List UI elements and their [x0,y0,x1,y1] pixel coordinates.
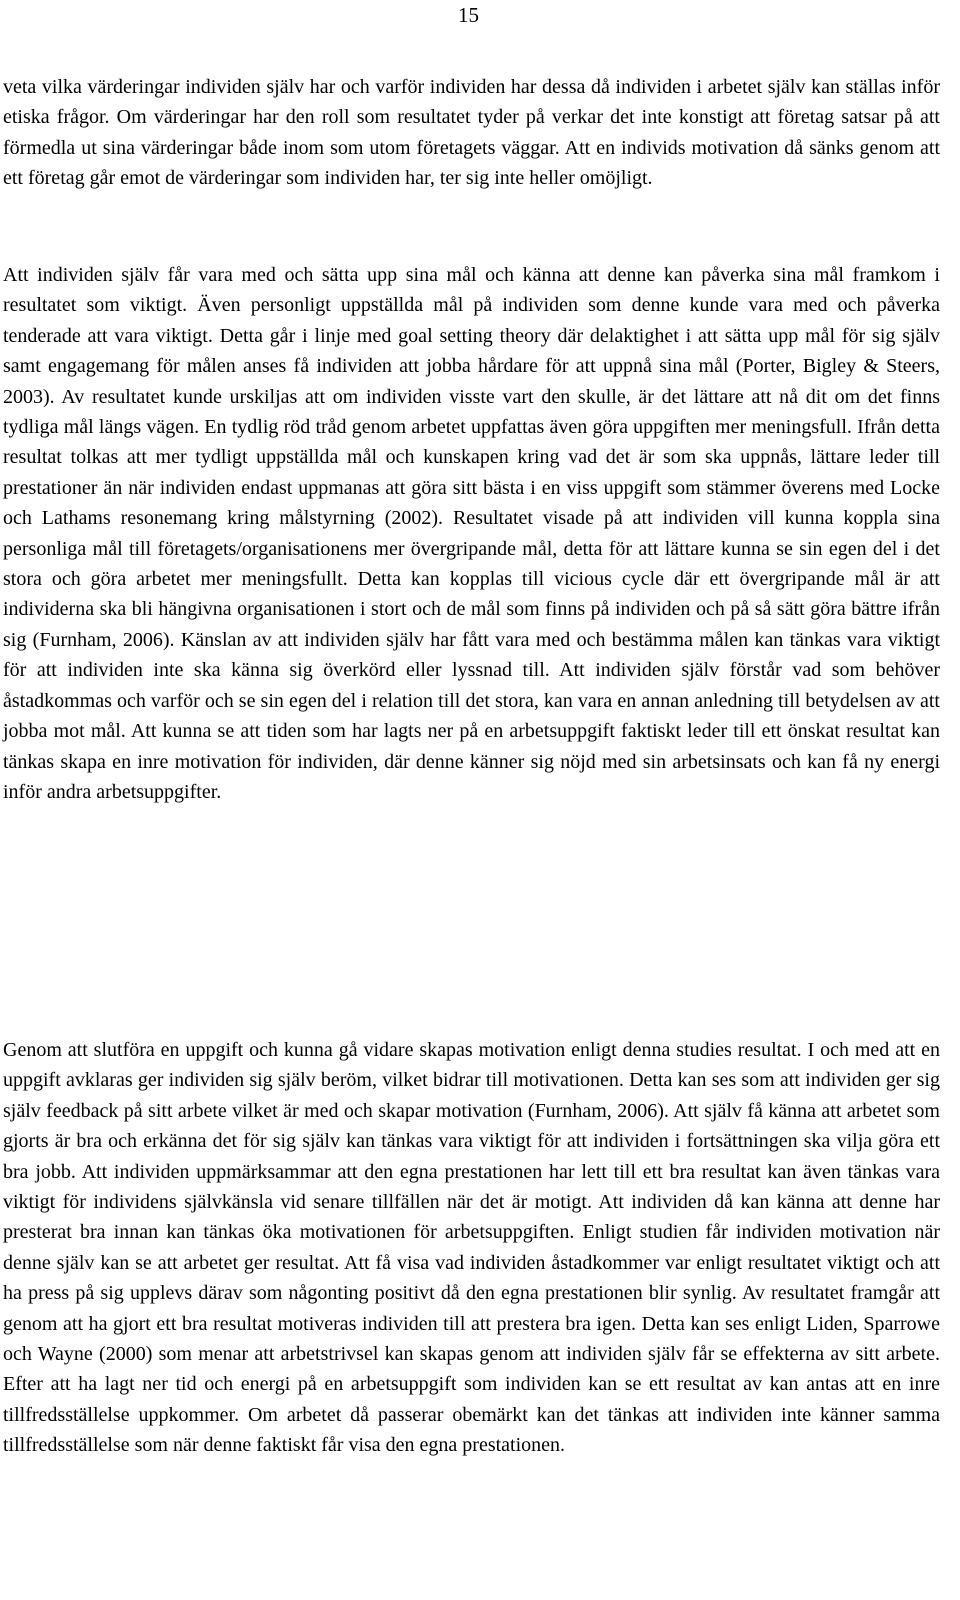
body-paragraph-3: Genom att slutföra en uppgift och kunna gå vidare skapas motivation enligt denna studies resultat. I och med att en uppgift avklaras ger individen sig själv beröm, vilket bidrar till motivationen. Detta kan ses som att individen ger sig själv feedback på sitt arbete vilket är med och skapar motivation (Furnham, 2006). Att själv få känna att arbetet som gjorts är bra och erkänna det för sig själv kan tänkas vara viktigt för att individen i fortsättningen ska vilja göra ett bra jobb. Att individen uppmärksammar att den egna prestationen har lett till ett bra resultat kan även tänkas vara viktigt för individens självkänsla vid senare tillfällen när det är motigt. Att individen då kan känna att denne har presterat bra innan kan tänkas öka motivationen för arbetsuppgiften. Enligt studien får individen motivation när denne själv kan se att arbetet ger resultat. Att få visa vad individen åstadkommer var enligt resultatet viktigt och att ha press på sig upplevs därav som någonting positivt då den egna prestationen blir synlig. Av resultatet framgår att genom att ha gjort ett bra resultat motiveras individen till att prestera bra igen. Detta kan ses enligt Liden, Sparrowe och Wayne (2000) som menar att arbetstrivsel kan skapas genom att individen själv får se effekterna av sitt arbete. Efter att ha lagt ner tid och energi på en arbetsuppgift som individen kan se ett resultat av kan antas att en inre tillfredsställelse uppkommer. Om arbetet då passerar obemärkt kan det tänkas att individen inte känner samma tillfredsställelse som när denne faktiskt får visa den egna prestationen. [3,1039,940,1457]
body-paragraph-2: Att individen själv får vara med och sätta upp sina mål och känna att denne kan påverka sina mål framkom i resultatet som viktigt. Även personligt uppställda mål på individen som denne kunde vara med och påverka tenderade att vara viktigt. Detta går i linje med goal setting theory där delaktighet i att sätta upp mål för sig själv samt engagemang för målen anses få individen att jobba hårdare för att uppnå sina mål (Porter, Bigley & Steers, 2003). Av resultatet kunde urskiljas att om individen visste vart den skulle, är det lättare att nå dit om det finns tydliga mål längs vägen. En tydlig röd tråd genom arbetet uppfattas även göra uppgiften mer meningsfull. Ifrån detta resultat tolkas att mer tydligt uppställda mål och kunskapen kring vad det är som ska uppnås, lättare leder till prestationer än när individen endast uppmanas att göra sitt bästa i en viss uppgift som stämmer överens med Locke och Lathams resonemang kring målstyrning (2002). Resultatet visade på att individen vill kunna koppla sina personliga mål till företagets/organisationens mer övergripande mål, detta för att lättare kunna se sin egen del i det stora och göra arbetet mer meningsfullt. Detta kan kopplas till vicious cycle där ett övergripande mål är att individerna ska bli hängivna organisationen i stort och de mål som finns på individen och på så sätt göra bättre ifrån sig (Furnham, 2006). Känslan av att individen själv har fått vara med och bestämma målen kan tänkas vara viktigt för att individen inte ska känna sig överkörd eller lyssnad till. Att individen själv förstår vad som behöver åstadkommas och varför och se sin egen del i relation till det stora, kan vara en annan anledning till betydelsen av att jobba mot mål. Att kunna se att tiden som har lagts ner på en arbetsuppgift faktiskt leder till ett önskat resultat kan tänkas skapa en inre motivation för individen, där denne känner sig nöjd med sin arbetsinsats och kan få ny energi inför andra arbetsuppgifter. [3,264,940,803]
body-paragraph-1: veta vilka värderingar individen själv har och varför individen har dessa då individen i arbetet själv kan ställas inför etiska frågor. Om värderingar har den roll som resultatet tyder på verkar det inte konstigt att företag satsar på att förmedla ut sina värderingar både inom som utom företagets väggar. Att en individs motivation då sänks genom att ett företag går emot de värderingar som individen har, ter sig inte heller omöjligt. [3,76,940,190]
page-number: 15 [458,3,479,27]
